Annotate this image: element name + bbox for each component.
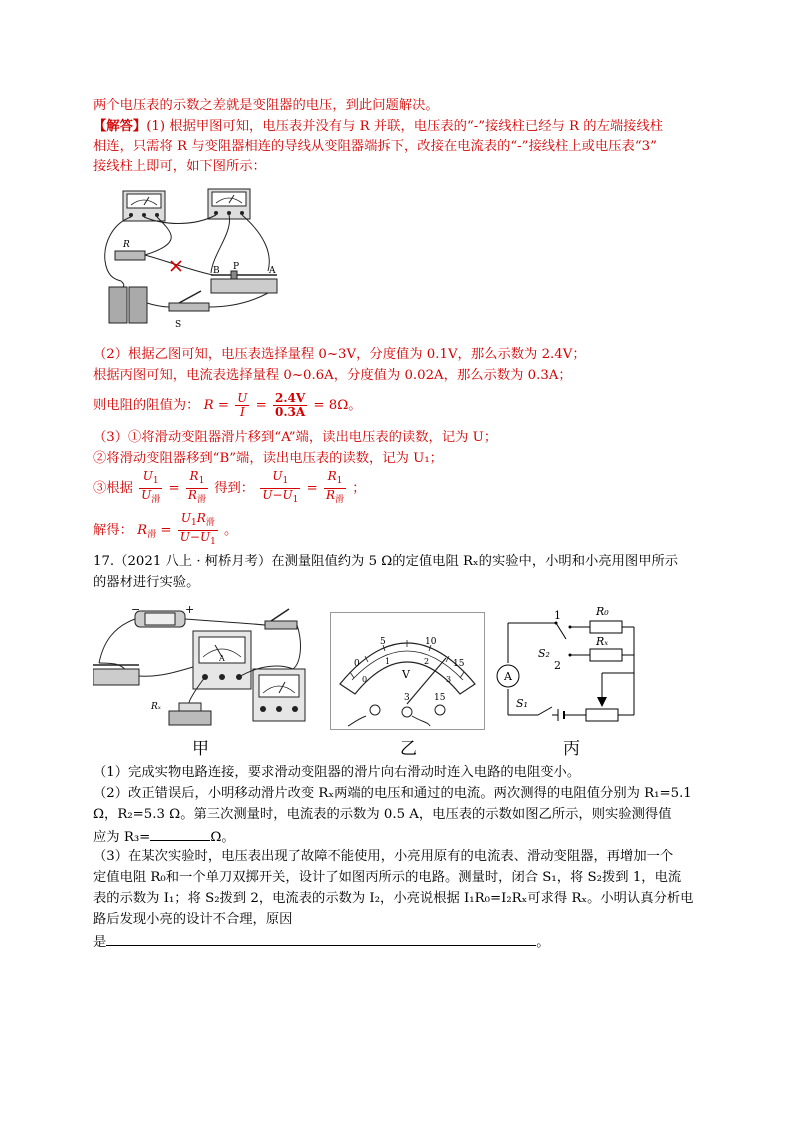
answer-p2-formula <box>93 392 362 419</box>
meter-left <box>123 191 165 221</box>
meter-right <box>208 189 250 219</box>
svg-text:3: 3 <box>404 693 410 703</box>
fig1-label-A: A <box>269 266 276 276</box>
formula-result: = 8Ω。 <box>313 398 362 413</box>
answer-p2-line1: （2）根据乙图可知，电压表选择量程 0~3V，分度值为 0.1V，那么示数为 2.4V； <box>93 347 586 362</box>
svg-text:3: 3 <box>446 675 452 684</box>
answer-p1-line1 <box>93 117 663 137</box>
fig1-label-P: P <box>233 262 240 272</box>
formula-frac-values: $\frac{2.4V}{0.3A}$ <box>275 391 306 419</box>
formula-R: R <box>203 398 214 413</box>
q17-s1: （1）完成实物电路连接，要求滑动变阻器的滑片向右滑动时连入电路的电阻变小。 <box>93 765 581 780</box>
q17-s3-line1: （3）在某次实验时，电压表出现了故障不能使用，小亮用原有的电流表、滑动变阻器，再增加一个 <box>93 849 674 864</box>
solution-prefix: 解得： <box>93 523 133 538</box>
corrected-circuit-figure <box>93 183 293 335</box>
svg-text:2: 2 <box>554 659 561 672</box>
caption-yi: 乙 <box>400 739 417 759</box>
formula-eq2: = <box>255 398 267 413</box>
fig-jia-voltmeter <box>253 669 305 721</box>
svg-text:2: 2 <box>424 657 430 666</box>
svg-text:−: − <box>131 603 141 616</box>
answer-p1-line3: 接线柱上即可，如下图所示： <box>93 159 266 174</box>
q17-s3-line4: 路后发现小亮的设计不合理，原因 <box>93 912 293 927</box>
svg-text:R₀: R₀ <box>596 605 609 618</box>
answer-p3-solution: 解得： $R_滑$ = $\frac{U_1R_滑}{U-U_1}$ 。 <box>93 511 238 547</box>
formula-frac-ui: $\frac{U}{I}$ <box>237 391 248 419</box>
svg-text:15: 15 <box>434 693 446 703</box>
q17-stem-line1: 17.（2021 八上 · 柯桥月考）在测量阻值约为 5 Ω的定值电阻 Rₓ的实验中，小明和小亮用图甲所示 <box>93 554 679 569</box>
fig1-label-B: B <box>213 266 220 276</box>
q17-s2-line1: （2）改正错误后，小明移动滑片改变 Rₓ两端的电压和通过的电流。两次测得的电阻值分别为 R₁=5.1 <box>93 786 692 801</box>
fig-jia-Rx: Rₓ <box>151 702 161 712</box>
svg-text:1: 1 <box>554 609 561 622</box>
q17-stem-line2: 的器材进行实验。 <box>93 575 200 590</box>
answer-p3-ratio: ③根据 $\frac{U_1}{U_滑}$ = $\frac{R_1}{R_滑}$ 得到： $\frac{U_1}{U-U_1}$ = $\frac{R_1}{R_滑}$ ； <box>93 469 366 505</box>
formula-eq: = <box>217 398 230 413</box>
svg-text:V: V <box>402 668 410 681</box>
answer-p3-line2: ②将滑动变阻器移到“B”端，读出电压表的读数，记为 U₁； <box>93 451 443 466</box>
svg-text:1: 1 <box>385 657 391 666</box>
caption-bing: 丙 <box>563 739 580 759</box>
figure-jia <box>93 603 308 755</box>
fig-jia-ammeter <box>193 631 251 689</box>
svg-text:+: + <box>185 603 195 616</box>
ratio-mid: 得到： <box>214 481 255 496</box>
figure-bing-circuit <box>496 603 646 731</box>
q17-s3-line5: 是 。 <box>93 931 550 953</box>
bing-ammeter-A: A <box>504 670 512 683</box>
q17-s2-line3: 应为 R₃= Ω。 <box>93 826 235 848</box>
q17-s2-line2: Ω，R₂=5.3 Ω。第三次测量时，电流表的示数为 0.5 A，电压表的示数如图乙所示，则实验测得值 <box>93 807 672 822</box>
svg-text:0: 0 <box>362 675 368 684</box>
caption-jia: 甲 <box>192 739 209 759</box>
answer-p3-line1: （3）①将滑动变阻器滑片移到“A”端，读出电压表的读数，记为 U； <box>93 430 498 445</box>
formula-prefix: 则电阻的阻值为： <box>93 398 200 413</box>
answer-p1-a: (1) 根据甲图可知，电压表并没有与 R 并联，电压表的“-”接线柱已经与 R 的左端接线柱 <box>146 119 664 134</box>
fig1-label-R: R <box>123 240 130 250</box>
answer-p1-line2: 相连，只需将 R 与变阻器相连的导线从变阻器端拆下，改接在电流表的“-”接线柱上或电压表“3” <box>93 139 657 154</box>
svg-text:S₂: S₂ <box>538 647 550 660</box>
svg-text:15: 15 <box>453 659 465 669</box>
q17-s3-line3: 表的示数为 I₁；将 S₂拨到 2，电流表的示数为 I₂，小亮说根据 I₁R₀=I₂Rₓ可求得 Rₓ。小明认真分析电 <box>93 891 694 906</box>
answer-tag: 【解答】 <box>93 119 147 134</box>
svg-text:0: 0 <box>354 659 360 669</box>
answer-blank-r3[interactable] <box>150 826 210 841</box>
answer-p2-line2: 根据丙图可知，电流表选择量程 0~0.6A，分度值为 0.02A，那么示数为 0.3A； <box>93 368 572 383</box>
answer-intro: 两个电压表的示数之差就是变阻器的电压，到此问题解决。 <box>93 98 439 113</box>
q17-s3-line2: 定值电阻 R₀和一个单刀双掷开关，设计了如图丙所示的电路。测量时，闭合 S₁，将 S₂拨到 1，电流 <box>93 870 682 885</box>
figure-yi-voltmeter <box>330 612 485 730</box>
ratio-prefix: ③根据 <box>93 481 133 496</box>
svg-text:Rₓ: Rₓ <box>596 635 609 648</box>
svg-text:S₁: S₁ <box>516 697 528 710</box>
svg-text:10: 10 <box>425 637 437 647</box>
fig1-label-S: S <box>175 320 182 330</box>
answer-blank-reason[interactable] <box>106 931 536 946</box>
svg-text:5: 5 <box>380 637 386 647</box>
svg-text:A: A <box>219 654 225 663</box>
